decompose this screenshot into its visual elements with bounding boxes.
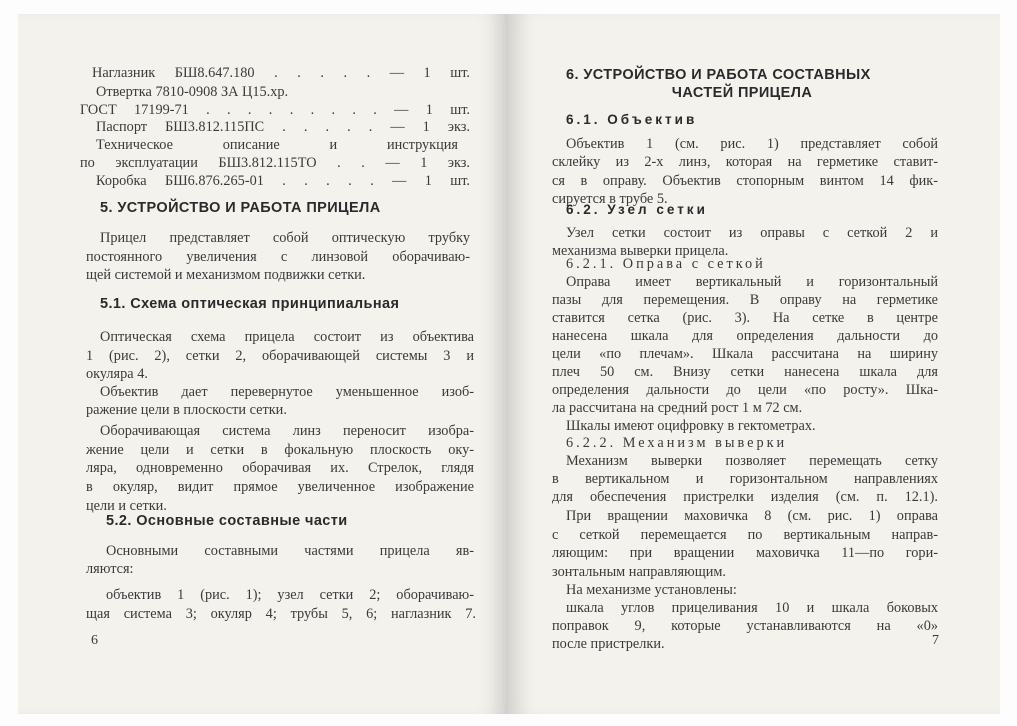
text-line: Прицел представляет собой оптическую трубку — [100, 230, 470, 246]
text-line: после пристрелки. — [552, 636, 665, 652]
text-line: щая система 3; окуляр 4; трубы 5, 6; наглазник 7. — [86, 606, 476, 622]
text-line: Узел сетки состоит из оправы с сеткой 2 и — [566, 225, 938, 241]
page-number-right: 7 — [932, 633, 939, 648]
text-line: ляются: — [86, 561, 134, 577]
text-line: с сеткой перемещается по вертикальным направ- — [552, 527, 938, 543]
section-heading: 5. УСТРОЙСТВО И РАБОТА ПРИЦЕЛА — [100, 200, 381, 216]
text-line: ставится сетка (рис. 3). На сетке в центре — [552, 310, 938, 326]
text-line: объектив 1 (рис. 1); узел сетки 2; оборачиваю- — [106, 587, 474, 603]
page-number-left: 6 — [91, 633, 98, 648]
text-line: ляра, одновременно оборачивая их. Стрелок, глядя — [86, 460, 474, 476]
text-line: ся в оправу. Объектив стопорным винтом 14 фик- — [552, 173, 938, 189]
text-line: в вертикальном и горизонтальном направлениях — [552, 471, 938, 487]
text-line: склейку из 2-х линз, которая на герметике ставит- — [552, 154, 938, 170]
section-heading: 6.2.1. Оправа с сеткой — [566, 256, 766, 272]
text-line: При вращении маховичка 8 (см. рис. 1) оправа — [566, 508, 938, 524]
section-heading: ЧАСТЕЙ ПРИЦЕЛА — [671, 85, 813, 101]
section-heading: 6.1. Объектив — [566, 112, 698, 127]
text-line: Оптическая схема прицела состоит из объектива — [100, 329, 474, 345]
section-heading: 6.2.2. Механизм выверки — [566, 435, 788, 451]
text-line: Коробка БШ6.876.265-01 . . . . . — 1 шт. — [96, 173, 470, 189]
text-line: ГОСТ 17199-71 . . . . . . . . . — 1 шт. — [80, 102, 470, 118]
text-line: ляющим: при вращении маховичка 11—по гори- — [552, 545, 938, 561]
text-line: Механизм выверки позволяет перемещать сетку — [566, 453, 938, 469]
text-line: Оправа имеет вертикальный и горизонтальный — [566, 274, 938, 290]
text-line: для обеспечения пристрелки изделия (см. п. 12.1). — [552, 489, 938, 505]
text-line: зонтальным направляющим. — [552, 564, 726, 580]
text-line: Техническое описание и инструкция — [96, 137, 458, 153]
text-line: На механизме установлены: — [566, 582, 737, 598]
text-line: Основными составными частями прицела яв- — [106, 543, 474, 559]
text-line: цели «по плечам». Шкала рассчитана на ширину — [552, 346, 938, 362]
section-heading: 6.2. Узел сетки — [566, 202, 708, 217]
text-line: Отвертка 7810-0908 ЗА Ц15.хр. — [96, 84, 289, 100]
text-line: щей системой и механизмом подвижки сетки. — [86, 267, 366, 283]
text-line: поправок 9, которые устанавливаются на «0» — [552, 618, 938, 634]
section-heading: 5.2. Основные составные части — [106, 513, 348, 529]
text-line: определения дальности до цели «по росту». Шка- — [552, 382, 938, 398]
text-line: Шкалы имеют оцифровку в гектометрах. — [566, 418, 816, 434]
text-line: механизма выверки прицела. — [552, 243, 729, 259]
text-line: ражение цели в плоскости сетки. — [86, 402, 287, 418]
text-line: сируется в трубе 5. — [552, 191, 668, 207]
section-heading: 6. УСТРОЙСТВО И РАБОТА СОСТАВНЫХ — [566, 67, 871, 83]
text-line: постоянного увеличения с линзовой оборачиваю- — [86, 249, 470, 265]
section-heading: 5.1. Схема оптическая принципиальная — [100, 296, 400, 312]
text-line: шкала углов прицеливания 10 и шкала боковых — [566, 600, 938, 616]
text-line: плеч 50 см. Внизу сетки нанесена шкала для — [552, 364, 938, 380]
text-line: Объектив 1 (см. рис. 1) представляет собой — [566, 136, 938, 152]
text-line: окуляра 4. — [86, 366, 148, 382]
text-line: Наглазник БШ8.647.180 . . . . . — 1 шт. — [92, 65, 470, 81]
text-line: жение цели и сетки в фокальную плоскость оку- — [86, 442, 474, 458]
text-line: нанесена шкала для определения дальности до — [552, 328, 938, 344]
text-line: в окуляр, видит прямое увеличенное изображение — [86, 479, 474, 495]
text-line: пазы для перемещения. В оправу на герметике — [552, 292, 938, 308]
text-line: 1 (рис. 2), сетки 2, оборачивающей системы 3 и — [86, 348, 474, 364]
text-line: Объектив дает перевернутое уменьшенное изоб- — [100, 384, 474, 400]
text-line: цели и сетки. — [86, 498, 167, 514]
text-line: ла рассчитана на средний рост 1 м 72 см. — [552, 400, 803, 416]
text-line: Оборачивающая система линз переносит изобра- — [100, 423, 474, 439]
text-line: Паспорт БШ3.812.115ПС . . . . . — 1 экз. — [96, 119, 470, 135]
text-line: по эксплуатации БШ3.812.115ТО . . — 1 экз. — [80, 155, 470, 171]
